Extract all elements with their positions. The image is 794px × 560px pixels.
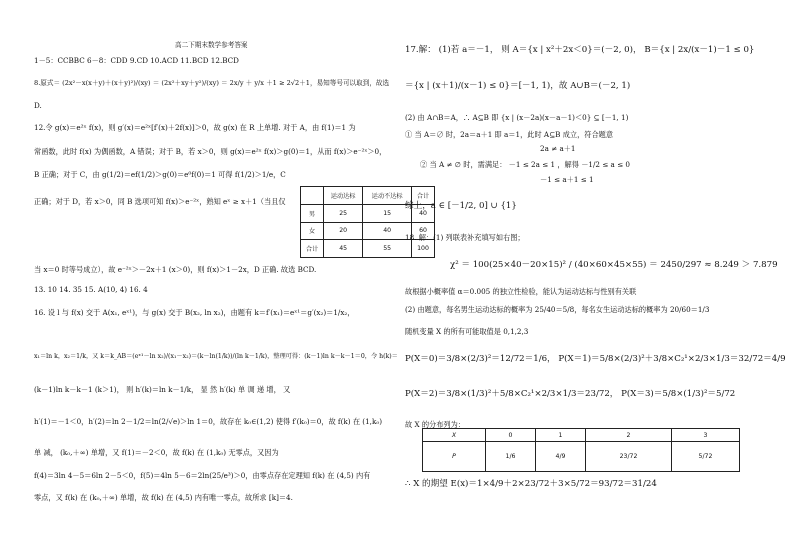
q12-line-3: B 正确；对于 C，由 g(1/2)＝ef(1/2)＞g(0)＝e⁰f(0)＝1 可得 f(1/2)＞1/e，C (34, 170, 286, 179)
table-cell: 2 (586, 429, 672, 442)
page-title: 高二下期末数学参考答案 (175, 41, 248, 49)
q18-chi-square: χ² ＝ 100(25×40－20×15)² / (40×60×45×55) ＝ 2450/297 ≈ 8.249 ＞ 7.879 (450, 260, 778, 270)
table-cell: 4/9 (536, 442, 586, 472)
table-cell: 45 (324, 240, 363, 258)
table-cell: 5/72 (671, 442, 739, 472)
table-row (423, 442, 740, 472)
table-header: X (423, 429, 486, 442)
table-cell: 1 (536, 429, 586, 442)
table-cell: 23/72 (586, 442, 672, 472)
table-cell: 3 (671, 429, 739, 442)
q18-line-4: (2) 由题意，每名男生运动达标的概率为 25/40＝5/8，每名女生运动达标的概率为 20/60＝1/3 (405, 305, 710, 314)
q18-line-6: P(X＝0)＝3/8×(2/3)²＝12/72＝1/6， P(X＝1)＝5/8×(2/3)²＋3/8×C₂¹×2/3×1/3＝32/72＝4/9 (405, 354, 786, 364)
table-row (301, 240, 435, 258)
table-cell: 25 (324, 204, 363, 222)
table-cell: 60 (412, 222, 435, 240)
table-cell: 40 (412, 204, 435, 222)
q8-answer: D. (34, 101, 42, 110)
q16-line-3: (k－1)ln k－k－1 (k＞1)， 则 h′(k)＝ln k－1/k， 显 然 h′(k) 单 调 递 增， 又 (34, 385, 291, 394)
q12-line-5: 当 x＝0 时等号成立），故 e⁻²ˣ＞－2x＋1 (x＞0)，则 f(x)＞1－2x，D 正确. 故选 BCD. (34, 265, 317, 274)
table-cell: 0 (486, 429, 536, 442)
table-cell: 1/6 (486, 442, 536, 472)
q16-line-4: h′(1)＝－1＜0，h′(2)＝ln 2－1/2＝ln(2/√e)＞ln 1＝0，故存在 k₀∈(1,2) 使得 f′(k₀)＝0，故 f(k) 在 (1,k₀) (34, 417, 383, 426)
q17-conclusion: 综上，a ∈ [－1/2, 0] ∪ {1} (405, 201, 517, 211)
q18-expectation: ∴ X 的期望 E(x)＝1×4/9＋2×23/72＋3×5/72＝93/72＝31/24 (405, 479, 657, 489)
q16-line-7: 零点，又 f(k) 在 (k₀,＋∞) 单增，故 f(k) 在 (4,5) 内有唯一零点，故所求 [k]＝4. (34, 493, 293, 502)
table-header: 运动不达标 (363, 187, 412, 205)
q17-condition-1: 2a ≠ a＋1 (540, 144, 576, 153)
q12-line-4: 正确；对于 D，若 x＞0，同 B 选项可知 f(x)＞e⁻²ˣ，熟知 eˣ ≥ x＋1（当且仅 (34, 197, 286, 206)
q18-line-8: 故 X 的分布列为： (405, 420, 465, 429)
q16-line-1: 16. 设 l 与 f(x) 交于 A(x₁, eˣ¹)，与 g(x) 交于 B(x₂, ln x₂)，由题有 k＝f′(x₁)＝eˣ¹＝g′(x₂)＝1/x₂， (34, 308, 355, 317)
table-header: 合计 (412, 187, 435, 205)
q16-line-5: 单 减， (k₀,＋∞) 单增，又 f(1)＝－2＜0，故 f(k) 在 (1,k₀) 无零点，又因为 (34, 448, 279, 457)
table-cell: 男 (301, 204, 324, 222)
q18-line-1: 18. 解：(1) 列联表补充填写如右图； (405, 233, 525, 242)
table-row (423, 429, 740, 442)
q12-line-2: 常函数，此时 f(x) 为偶函数，A 错误；对于 B，若 x＞0，则 g(x)＝e²ˣ f(x)＞g(0)＝1，从而 f(x)＞e⁻²ˣ＞0， (34, 147, 387, 156)
table-cell: 合计 (301, 240, 324, 258)
q17-line-5: ② 当 A ≠ ∅ 时，需满足： －1 ≤ 2a ≤ 1 ，解得 －1/2 ≤ a ≤ 0 (420, 160, 630, 169)
table-cell (301, 187, 324, 205)
q18-line-5: 随机变量 X 的所有可能取值是 0,1,2,3 (405, 327, 529, 336)
q17-line-2: ＝{x | (x＋1)/(x－1) ≤ 0}＝[－1, 1)，故 A∪B＝(－2, 1) (405, 81, 631, 91)
table-cell: 40 (363, 222, 412, 240)
q17-line-1: 17.解： (1)若 a＝－1， 则 A＝{x | x²＋2x＜0}＝(－2, 0)， B＝{x | 2x/(x－1)－1 ≤ 0} (405, 45, 755, 55)
table-cell: 女 (301, 222, 324, 240)
table-cell: 20 (324, 222, 363, 240)
q16-line-6: f(4)＝3ln 4－5＝6ln 2－5＜0，f(5)＝4ln 5－6＝2ln(25/e³)＞0，由零点存在定理知 f(k) 在 (4,5) 内有 (34, 471, 371, 480)
q17-line-3: (2) 由 A∩B＝A，∴ A⊆B 即 {x | (x－2a)(x－a－1)＜0} ⊆ [－1, 1) (405, 113, 629, 122)
table-cell: 55 (363, 240, 412, 258)
q16-line-2: x₁＝ln k，x₂＝1/k，又 k＝k_AB＝(eˣ¹－ln x₂)/(x₁－x₂)＝(k－ln(1/k))/(ln k－1/k)，整理可得：(k－1)ln k－k－1＝0，令 h(k)＝ (34, 353, 398, 360)
table-header: P (423, 442, 486, 472)
contingency-table (300, 186, 435, 258)
table-cell: 100 (412, 240, 435, 258)
table-header: 运动达标 (324, 187, 363, 205)
q12-line-1: 12.令 g(x)＝e²ˣ f(x)，则 g′(x)＝e²ˣ[f′(x)＋2f(x)]＞0，故 g(x) 在 R 上单增. 对于 A，由 f(1)＝1 为 (34, 123, 356, 132)
q8-solution: 8.原式＝ (2x²－x(x＋y)＋(x＋y)²)/(xy) ＝ (2x²＋xy＋y²)/(xy) ＝ 2x/y ＋ y/x ＋1 ≥ 2√2＋1，易知等号可以取到，故选 (34, 79, 390, 87)
q18-line-7: P(X＝2)＝3/8×(1/3)²＋5/8×C₂¹×2/3×1/3＝23/72， P(X＝3)＝5/8×(1/3)²＝5/72 (405, 389, 736, 399)
table-cell: 15 (363, 204, 412, 222)
q17-line-4: ① 当 A＝∅ 时，2a＝a＋1 即 a＝1，此时 A⊆B 成立，符合题意 (405, 130, 614, 139)
fill-in-answers: 13. 10 14. 35 15. A(10, 4) 16. 4 (34, 285, 148, 294)
q18-line-3: 故根据小概率值 α＝0.005 的独立性检验，能认为运动达标与性别有关联 (405, 287, 637, 296)
choice-answers: 1－5：CCBBC 6－8：CDD 9.CD 10.ACD 11.BCD 12.BCD (34, 56, 239, 65)
q17-condition-3: －1 ≤ a＋1 ≤ 1 (540, 175, 594, 184)
distribution-table (422, 428, 740, 472)
